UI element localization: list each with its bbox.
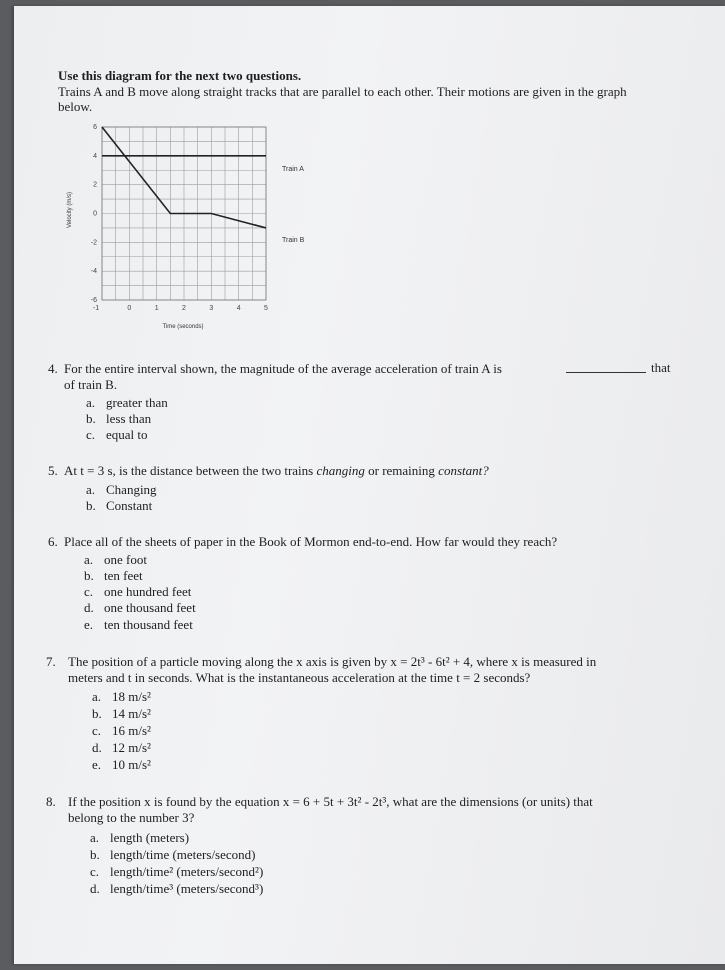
option-text: Constant <box>106 498 153 513</box>
x-tick-label: 4 <box>236 305 241 312</box>
q7-option-e[interactable] <box>92 757 151 773</box>
option-letter: b. <box>86 411 96 426</box>
q7-option-c[interactable] <box>92 723 151 739</box>
q5-text-changing: changing <box>316 463 365 478</box>
option-text: one foot <box>104 552 147 567</box>
option-letter: d. <box>90 881 100 896</box>
graph-ticks <box>91 124 268 312</box>
option-letter: e. <box>92 757 102 772</box>
q8-number: 8. <box>46 794 56 809</box>
option-letter: a. <box>92 689 102 704</box>
y-axis-label: Velocity (m/s) <box>67 191 73 229</box>
q5-option-b[interactable] <box>86 498 152 514</box>
q7-number: 7. <box>46 654 56 669</box>
q5-option-a[interactable] <box>86 482 157 498</box>
option-text: length (meters) <box>110 830 190 845</box>
x-tick-label: 5 <box>264 305 268 312</box>
option-text: 18 m/s² <box>112 689 151 704</box>
q6-text: Place all of the sheets of paper in the Book of Mormon end-to-end. How far would they reach? <box>64 534 558 549</box>
q4-option-c[interactable] <box>86 427 148 443</box>
y-tick-label: 6 <box>93 124 97 131</box>
q6-option-d[interactable] <box>84 600 196 616</box>
option-letter: e. <box>84 617 94 632</box>
q8-option-c[interactable] <box>90 864 263 880</box>
option-text: greater than <box>106 395 168 410</box>
option-text: length/time (meters/second) <box>110 847 256 862</box>
intro-line-2: below. <box>58 99 93 114</box>
q6-option-b[interactable] <box>84 568 143 584</box>
option-letter: b. <box>84 568 94 583</box>
option-letter: a. <box>86 482 96 497</box>
option-letter: a. <box>84 552 94 567</box>
y-tick-label: 4 <box>93 152 97 160</box>
q4-text-after-blank: that <box>651 360 671 375</box>
q5-text-c: or remaining <box>364 463 439 478</box>
q8-text-line-1: If the position x is found by the equation x = 6 + 5t + 3t² - 2t³, what are the dimensions (or units) that <box>68 794 593 809</box>
q6-number: 6. <box>48 534 58 549</box>
intro-heading: Use this diagram for the next two questions. <box>58 68 302 83</box>
option-text: one hundred feet <box>104 584 192 599</box>
q4-answer-blank[interactable] <box>566 372 646 373</box>
option-text: less than <box>106 411 152 426</box>
option-text: length/time² (meters/second²) <box>110 864 264 879</box>
option-letter: d. <box>92 740 102 755</box>
option-text: Changing <box>106 482 157 497</box>
series-label-train-a: Train A <box>282 166 304 173</box>
x-tick-label: 0 <box>127 305 132 312</box>
x-tick-label: -1 <box>92 305 100 312</box>
q7-option-a[interactable] <box>92 689 151 705</box>
y-tick-label: -4 <box>90 268 97 276</box>
q5-text-constant: constant? <box>438 463 489 478</box>
option-text: ten feet <box>104 568 143 583</box>
q7-option-d[interactable] <box>92 740 151 756</box>
option-text: equal to <box>106 427 148 442</box>
option-letter: c. <box>86 427 96 442</box>
option-letter: b. <box>92 706 102 721</box>
option-text: 12 m/s² <box>112 740 151 755</box>
q4-option-b[interactable] <box>86 411 151 427</box>
q8-option-a[interactable] <box>90 830 189 846</box>
option-text: 14 m/s² <box>112 706 151 721</box>
x-tick-label: 1 <box>154 305 159 312</box>
y-tick-label: -2 <box>90 239 97 247</box>
q7-option-b[interactable] <box>92 706 151 722</box>
option-letter: c. <box>84 584 94 599</box>
q7-text-line-2: meters and t in seconds. What is the instantaneous acceleration at the time t = 2 seconds? <box>68 670 531 685</box>
option-letter: d. <box>84 600 94 615</box>
q7-text-line-1: The position of a particle moving along the x axis is given by x = 2t³ - 6t² + 4, where x is measured in <box>68 654 597 669</box>
q8-option-d[interactable] <box>90 881 263 897</box>
q6-option-e[interactable] <box>84 617 193 633</box>
x-tick-label: 2 <box>182 305 186 312</box>
intro-line-1: Trains A and B move along straight tracks that are parallel to each other. Their motions are given in the graph <box>58 84 627 99</box>
x-tick-label: 3 <box>209 305 214 312</box>
option-text: 10 m/s² <box>112 757 151 772</box>
q4-text-line-1: For the entire interval shown, the magnitude of the average acceleration of train A is <box>64 361 502 376</box>
option-text: ten thousand feet <box>104 617 193 632</box>
q4-number: 4. <box>48 361 58 376</box>
y-tick-label: 0 <box>93 210 97 218</box>
option-letter: a. <box>90 830 100 845</box>
option-text: 16 m/s² <box>112 723 151 738</box>
option-letter: b. <box>86 498 96 513</box>
y-tick-label: 2 <box>93 181 97 189</box>
q8-text-line-2: belong to the number 3? <box>68 810 195 825</box>
y-tick-label: -6 <box>90 297 97 304</box>
q5-number: 5. <box>48 463 58 478</box>
q8-option-b[interactable] <box>90 847 255 863</box>
option-letter: c. <box>92 723 102 738</box>
x-axis-label: Time (seconds) <box>162 324 204 330</box>
q4-text-line-2: of train B. <box>64 377 118 392</box>
q5-text-a: At t = 3 s, is the distance between the two trains <box>64 463 317 478</box>
q4-option-a[interactable] <box>86 395 168 411</box>
option-text: length/time³ (meters/second³) <box>110 881 264 896</box>
option-text: one thousand feet <box>104 600 196 615</box>
option-letter: c. <box>90 864 100 879</box>
q6-option-c[interactable] <box>84 584 191 600</box>
series-label-train-b: Train B <box>282 237 305 244</box>
option-letter: b. <box>90 847 100 862</box>
q5-text <box>64 463 489 479</box>
option-letter: a. <box>86 395 96 410</box>
q6-option-a[interactable] <box>84 552 147 568</box>
